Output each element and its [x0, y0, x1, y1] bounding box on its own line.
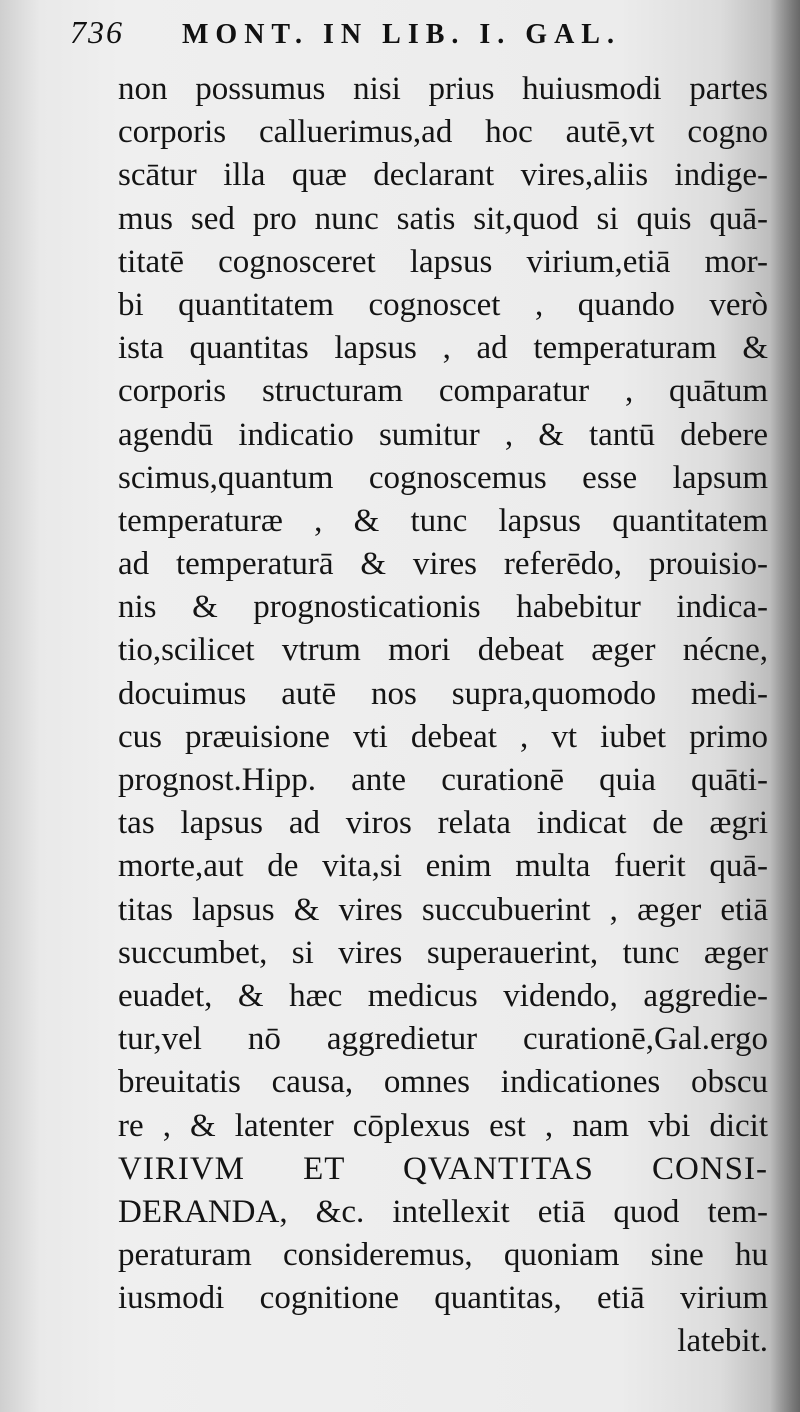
text-line: prognost.Hipp. ante curationē quia quāti-: [118, 762, 768, 798]
text-line: non possumus nisi prius huiusmodi partes: [118, 71, 768, 107]
text-line: corporis calluerimus,ad hoc autē,vt cogno: [118, 114, 768, 151]
text-line: mus sed pro nunc satis sit,quod si quis quā-: [118, 200, 768, 237]
text-line: nis & prognosticationis habebitur indica-: [118, 589, 768, 626]
text-line: tas lapsus ad viros relata indicat de ægri: [118, 805, 768, 842]
text-line: scimus,quantum cognoscemus esse lapsum: [118, 459, 768, 496]
text-line: morte,aut de vita,si enim multa fuerit quā-: [118, 848, 768, 885]
text-line: DERANDA, &c. intellexit etiā quod tem-: [118, 1193, 768, 1230]
text-line: corporis structuram comparatur , quātum: [118, 373, 768, 410]
text-line: latebit.: [677, 1323, 768, 1360]
running-title: MONT. IN LIB. I. GAL.: [182, 19, 621, 50]
text-line: ad temperaturā & vires referēdo, prouisio-: [118, 546, 768, 583]
text-line: ista quantitas lapsus , ad temperaturam &: [118, 330, 768, 367]
text-line: tur,vel nō aggredietur curationē,Gal.ergo: [118, 1021, 768, 1058]
text-line: iusmodi cognitione quantitas, etiā virium: [118, 1280, 768, 1317]
text-line: peraturam consideremus, quoniam sine hu: [118, 1237, 768, 1274]
running-head: [70, 14, 690, 62]
text-line: tio,scilicet vtrum mori debeat æger nécne,: [118, 632, 768, 669]
text-line: docuimus autē nos supra,quomodo medi-: [118, 675, 768, 712]
text-line: titatē cognosceret lapsus virium,etiā mor-: [118, 243, 768, 280]
text-line: temperaturæ , & tunc lapsus quantitatem: [118, 502, 768, 539]
text-line: agendū indicatio sumitur , & tantū debere: [118, 416, 768, 453]
text-line: re , & latenter cōplexus est , nam vbi dicit: [118, 1107, 768, 1144]
text-line: breuitatis causa, omnes indicationes obscu: [118, 1064, 768, 1101]
body-text: [118, 68, 768, 1364]
text-line: scātur illa quæ declarant vires,aliis indige-: [118, 157, 768, 194]
text-line: bi quantitatem cognoscet , quando verò: [118, 286, 768, 323]
text-line: succumbet, si vires superauerint, tunc æger: [118, 934, 768, 971]
text-line: euadet, & hæc medicus videndo, aggredie-: [118, 977, 768, 1014]
text-line: VIRIVM ET QVANTITAS CONSI-: [118, 1150, 768, 1187]
page-number: 736: [70, 14, 124, 50]
text-line: titas lapsus & vires succubuerint , æger etiā: [118, 891, 768, 928]
gutter-shadow: [770, 0, 800, 1412]
text-line: cus præuisione vti debeat , vt iubet primo: [118, 718, 768, 755]
